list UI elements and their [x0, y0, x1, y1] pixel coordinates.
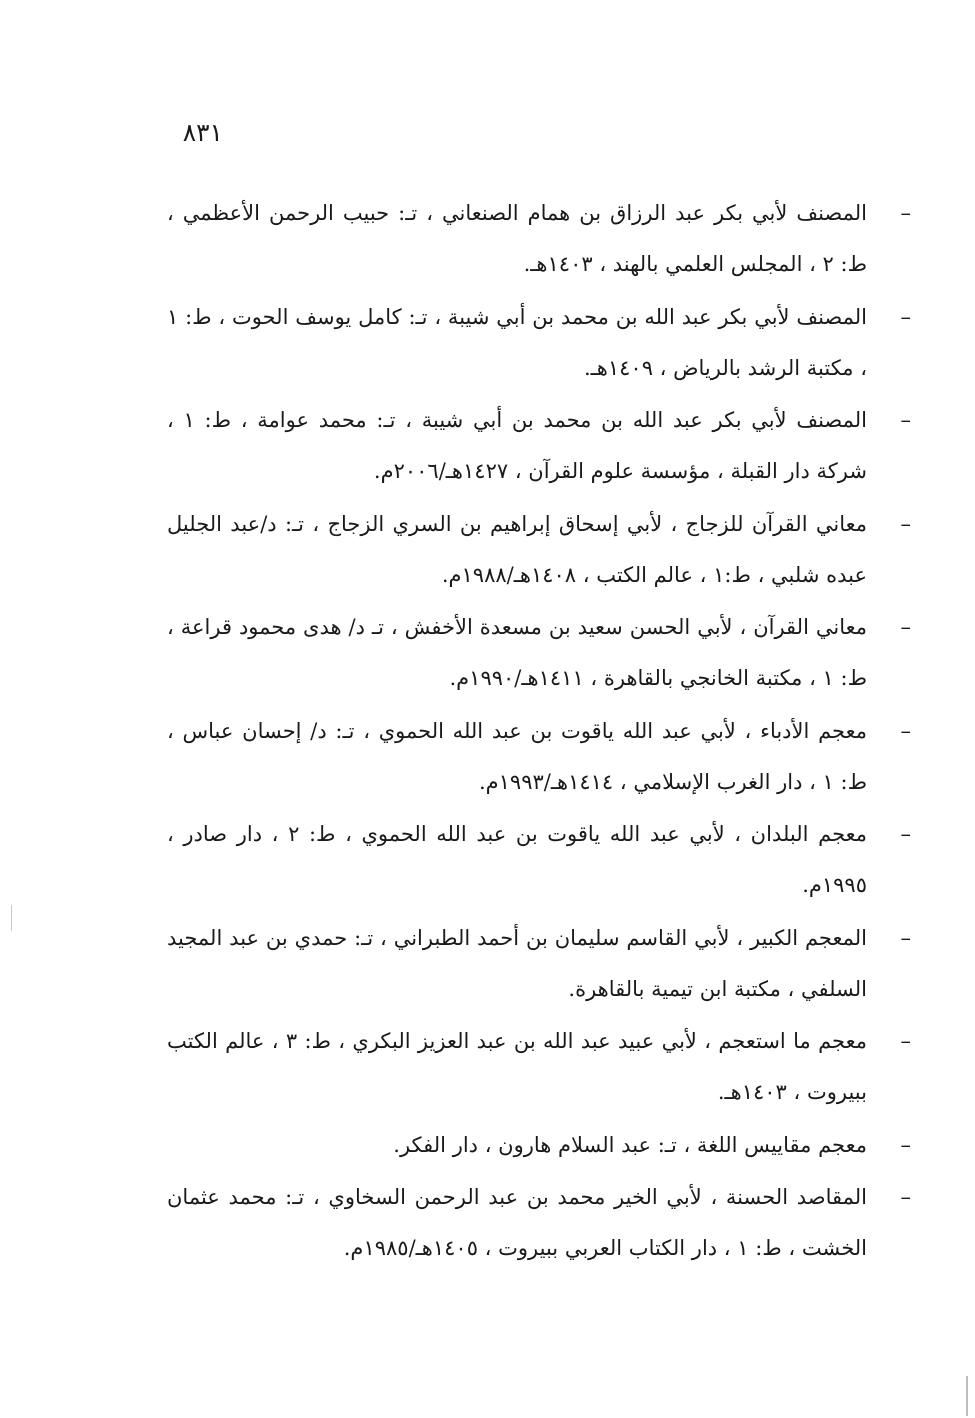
reference-item — [167, 1016, 911, 1118]
list-dash: – — [900, 201, 911, 225]
list-dash: – — [900, 718, 911, 743]
scan-edge-mark — [966, 1376, 968, 1416]
scan-margin-mark — [11, 905, 12, 931]
list-dash: – — [900, 615, 911, 639]
list-dash: – — [900, 1029, 911, 1053]
reference-text: معجم الأدباء ، لأبي عبد الله ياقوت بن عبد الله الحموي ، تـ: د/ إحسان عباس ، ط: ١ ، دار الغرب الإسلامي ، ١٤١٤هـ/١٩٩٣م. — [167, 718, 867, 794]
list-dash: – — [900, 1132, 911, 1157]
reference-text: المقاصد الحسنة ، لأبي الخير محمد بن عبد الرحمن السخاوي ، تـ: محمد عثمان الخشت ، ط: ١ ، دار الكتاب العربي ببيروت ، ١٤٠٥هـ/١٩٨٥م. — [167, 1185, 867, 1260]
reference-text: معجم ما استعجم ، لأبي عبيد عبد الله بن عبد العزيز البكري ، ط: ٣ ، عالم الكتب ببيروت ، ١٤٠٣هـ. — [167, 1029, 867, 1104]
reference-item — [167, 913, 911, 1015]
reference-item — [167, 1172, 911, 1274]
reference-text: معجم البلدان ، لأبي عبد الله ياقوت بن عبد الله الحموي ، ط: ٢ ، دار صادر ، ١٩٩٥م. — [167, 822, 868, 897]
list-dash: – — [900, 511, 911, 536]
list-dash: – — [900, 925, 911, 950]
list-dash: – — [900, 822, 911, 846]
page-number: ٨٣١ — [182, 118, 223, 147]
list-dash: – — [900, 1185, 911, 1209]
reference-item — [167, 1120, 911, 1171]
list-dash: – — [900, 304, 911, 329]
reference-text: المصنف لأبي بكر عبد الرزاق بن همام الصنعاني ، تـ: حبيب الرحمن الأعظمي ، ط: ٢ ، المجلس العلمي بالهند ، ١٤٠٣هـ. — [167, 201, 867, 276]
reference-item — [167, 499, 911, 601]
reference-item — [167, 395, 911, 497]
reference-item — [167, 706, 911, 808]
reference-item — [167, 809, 911, 911]
reference-text: المصنف لأبي بكر عبد الله بن محمد بن أبي شيبة ، تـ: محمد عوامة ، ط: ١ ، شركة دار القبلة ، مؤسسة علوم القرآن ، ١٤٢٧هـ/٢٠٠٦م. — [167, 408, 867, 483]
reference-text: المصنف لأبي بكر عبد الله بن محمد بن أبي شيبة ، تـ: كامل يوسف الحوت ، ط: ١ ، مكتبة الرشد بالرياض ، ١٤٠٩هـ. — [167, 304, 867, 380]
reference-item — [167, 188, 911, 290]
reference-list — [167, 188, 911, 1276]
reference-text: معاني القرآن للزجاج ، لأبي إسحاق إبراهيم بن السري الزجاج ، تـ: د/عبد الجليل عبده شلبي ، ط:١ ، عالم الكتب ، ١٤٠٨هـ/١٩٨٨م. — [167, 511, 867, 587]
reference-item — [167, 292, 911, 394]
reference-text: معاني القرآن ، لأبي الحسن سعيد بن مسعدة الأخفش ، تـ د/ هدى محمود قراعة ، ط: ١ ، مكتبة الخانجي بالقاهرة ، ١٤١١هـ/١٩٩٠م. — [167, 615, 867, 690]
reference-text: المعجم الكبير ، لأبي القاسم سليمان بن أحمد الطبراني ، تـ: حمدي بن عبد المجيد السلفي ، مكتبة ابن تيمية بالقاهرة. — [167, 925, 867, 1001]
reference-item — [167, 602, 911, 704]
reference-text: معجم مقاييس اللغة ، تـ: عبد السلام هارون ، دار الفكر. — [393, 1132, 867, 1157]
list-dash: – — [900, 408, 911, 432]
